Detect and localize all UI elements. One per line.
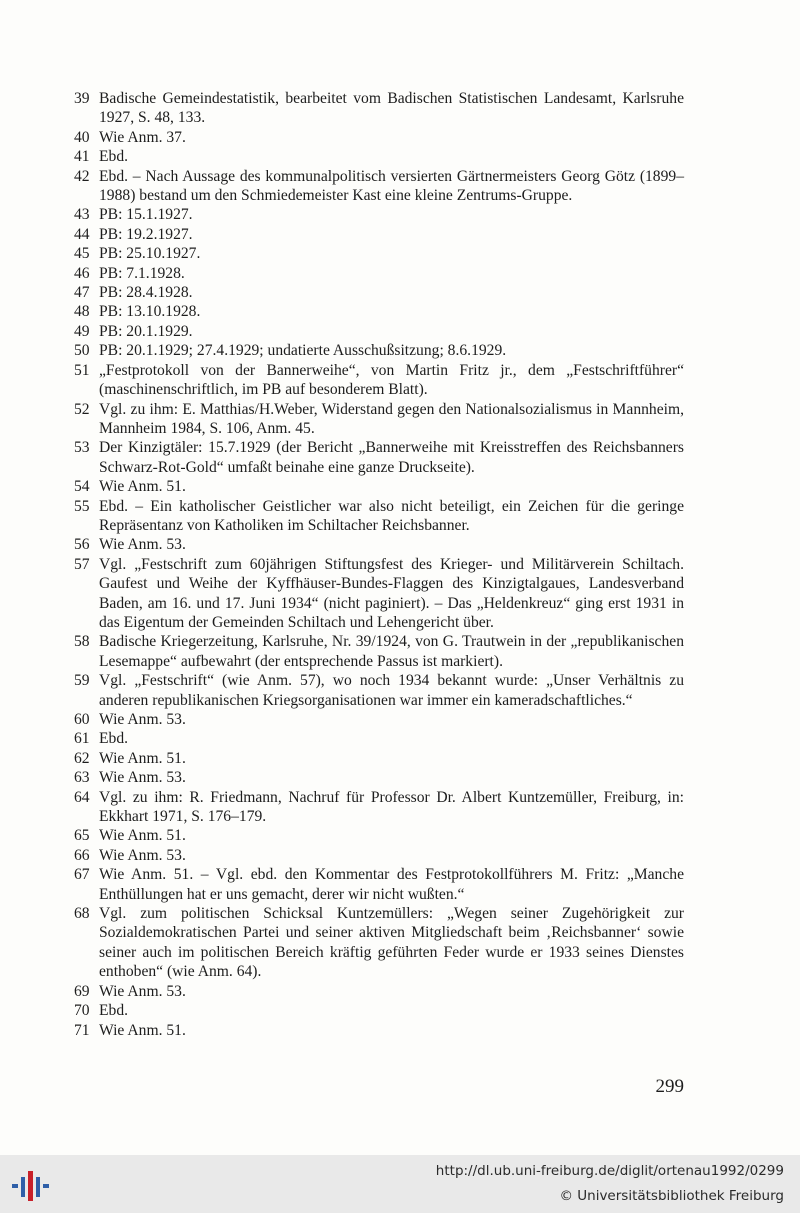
- footnote-text: Wie Anm. 53.: [99, 711, 186, 728]
- footnote-item: [74, 826, 684, 845]
- footnote-text: Ebd. – Ein katholischer Geistlicher war also nicht beteiligt, ein Zeichen für die geringe Repräsentanz von Katholiken im Schiltacher Reichsbanner.: [99, 497, 684, 534]
- footnote-number: 44: [74, 225, 90, 243]
- footnote-item: [74, 89, 684, 128]
- footnote-number: 65: [74, 827, 90, 845]
- footnote-number: 58: [74, 633, 90, 651]
- footnote-item: [74, 361, 684, 400]
- footnote-text: Vgl. „Festschrift“ (wie Anm. 57), wo noch 1934 bekannt wurde: „Unser Verhältnis zu anderen republikanischen Kriegsorganisationen war immer ein kameradschaftliches.“: [99, 672, 684, 709]
- footnote-number: 40: [74, 128, 90, 146]
- footnote-text: PB: 20.1.1929; 27.4.1929; undatierte Ausschußsitzung; 8.6.1929.: [99, 342, 507, 360]
- footnote-item: [74, 788, 684, 827]
- footnote-item: [74, 147, 684, 166]
- footnote-number: 45: [74, 245, 90, 263]
- footnote-item: [74, 1001, 684, 1020]
- footnote-item: [74, 729, 684, 748]
- permalink-url[interactable]: http://dl.ub.uni-freiburg.de/diglit/ortenau1992/0299: [435, 1163, 784, 1179]
- footnote-item: [74, 710, 684, 729]
- footnote-text: Ebd.: [99, 730, 129, 748]
- footnote-number: 42: [74, 167, 90, 185]
- footnote-item: [74, 497, 684, 536]
- footnote-item: [74, 167, 684, 206]
- footnote-number: 56: [74, 536, 90, 554]
- footnote-text: PB: 25.10.1927.: [99, 245, 201, 263]
- footnote-text: Wie Anm. 51.: [99, 827, 186, 845]
- footnote-item: [74, 1021, 684, 1040]
- footnote-item: [74, 400, 684, 439]
- footnote-number: 57: [74, 555, 90, 573]
- footnote-number: 39: [74, 90, 90, 107]
- footnote-number: 71: [74, 1021, 90, 1039]
- footnote-item: [74, 438, 684, 477]
- footnote-text: PB: 28.4.1928.: [99, 284, 193, 302]
- footnote-item: [74, 322, 684, 341]
- footnote-number: 50: [74, 342, 90, 360]
- footnote-item: [74, 128, 684, 147]
- footnote-text: Ebd.: [99, 1002, 129, 1020]
- footnote-item: [74, 264, 684, 283]
- footnote-item: [74, 865, 684, 904]
- footnote-text: Vgl. zu ihm: R. Friedmann, Nachruf für Professor Dr. Albert Kuntzemüller, Freiburg, in: Ekkhart 1971, S. 176–179.: [99, 788, 684, 826]
- footnote-text: PB: 15.1.1927.: [99, 206, 193, 224]
- footnote-number: 51: [74, 361, 90, 379]
- footnote-item: [74, 341, 684, 360]
- footnote-item: [74, 632, 684, 671]
- footnote-text: Wie Anm. 51.: [99, 749, 186, 767]
- footnote-number: 59: [74, 672, 90, 690]
- footnote-number: 43: [74, 206, 90, 224]
- footnote-number: 70: [74, 1002, 90, 1020]
- footnote-item: [74, 205, 684, 224]
- footnote-text: Wie Anm. 53.: [99, 769, 186, 787]
- footnote-number: 54: [74, 478, 90, 496]
- footnote-text: Vgl. „Festschrift zum 60jährigen Stiftungsfest des Krieger- und Militärverein Schiltach. Gaufest und Weihe der Kyffhäuser-Bundes-Flaggen des Kinzigtalgaues, Landesverband Baden, am 16. und 17. Juni 1934“ (nicht paginiert). – Das „Heldenkreuz“ ging erst 1931 in das Eigentum der Gemeinden Schiltach und Lehengericht über.: [99, 555, 684, 631]
- footnote-text: Wie Anm. 51.: [99, 1021, 186, 1039]
- footnote-text: Wie Anm. 37.: [99, 128, 186, 146]
- footnote-item: [74, 749, 684, 768]
- footnote-text: Vgl. zum politischen Schicksal Kuntzemüllers: „Wegen seiner Zugehörigkeit zur Sozialdemokratischen Partei und seiner aktiven Mitgliedschaft beim ‚Reichsbanner‘ sowie seiner auch im politischen Bereich kräftig geführten Feder wurde er 1933 seines Dienstes enthoben“ (wie Anm. 64).: [99, 905, 684, 981]
- footnote-item: [74, 846, 684, 865]
- footnote-number: 62: [74, 749, 90, 767]
- footnote-number: 60: [74, 711, 90, 728]
- footnote-number: 41: [74, 148, 90, 166]
- copyright-notice: © Universitätsbibliothek Freiburg: [559, 1188, 784, 1204]
- footnote-item: [74, 535, 684, 554]
- footnote-item: [74, 555, 684, 633]
- footnote-text: Vgl. zu ihm: E. Matthias/H.Weber, Widerstand gegen den Nationalsozialismus in Mannheim, Mannheim 1984, S. 106, Anm. 45.: [99, 400, 684, 437]
- footnote-text: Ebd.: [99, 148, 129, 166]
- footnotes-list: [74, 89, 684, 1040]
- footnote-text: PB: 7.1.1928.: [99, 264, 185, 282]
- footnote-text: Badische Gemeindestatistik, bearbeitet vom Badischen Statistischen Landesamt, Karlsruhe 1927, S. 48, 133.: [99, 90, 684, 127]
- ub-freiburg-logo-icon[interactable]: [10, 1163, 52, 1205]
- footnote-item: [74, 244, 684, 263]
- footnote-item: [74, 768, 684, 787]
- footnote-text: PB: 19.2.1927.: [99, 225, 193, 243]
- footnote-number: 52: [74, 400, 90, 418]
- footnote-text: Wie Anm. 53.: [99, 982, 186, 1000]
- footnote-text: Wie Anm. 53.: [99, 536, 186, 554]
- footnote-number: 63: [74, 769, 90, 787]
- footnote-item: [74, 671, 684, 710]
- footnote-text: Badische Kriegerzeitung, Karlsruhe, Nr. 39/1924, von G. Trautwein in der „republikanischen Lesemappe“ aufbewahrt (der entsprechende Passus ist markiert).: [99, 633, 684, 670]
- footnote-number: 47: [74, 284, 90, 302]
- footnote-text: PB: 13.10.1928.: [99, 303, 201, 321]
- footnote-item: [74, 302, 684, 321]
- footnote-number: 48: [74, 303, 90, 321]
- footnote-number: 64: [74, 788, 90, 806]
- footnote-text: Ebd. – Nach Aussage des kommunalpolitisch versierten Gärtnermeisters Georg Götz (1899–1988) bestand um den Schmiedemeister Kast eine kleine Zentrums-Gruppe.: [99, 167, 684, 205]
- footnote-text: Wie Anm. 53.: [99, 846, 186, 864]
- page-number: 299: [655, 1076, 684, 1097]
- footnote-number: 61: [74, 730, 90, 748]
- footnote-text: Wie Anm. 51. – Vgl. ebd. den Kommentar des Festprotokollführers M. Fritz: „Manche Enthüllungen hat er uns gemacht, derer wir nicht wußten.“: [99, 866, 684, 903]
- footnote-text: „Festprotokoll von der Bannerweihe“, von Martin Fritz jr., dem „Festschriftführer“ (maschinenschriftlich, im PB auf besonderem Blatt).: [99, 361, 684, 399]
- footnote-item: [74, 904, 684, 982]
- footnote-text: PB: 20.1.1929.: [99, 322, 193, 340]
- footnote-number: 67: [74, 866, 90, 884]
- footnote-text: Wie Anm. 51.: [99, 478, 186, 496]
- footnote-text: Der Kinzigtäler: 15.7.1929 (der Bericht „Bannerweihe mit Kreisstreffen des Reichsbanners Schwarz-Rot-Gold“ umfaßt beinahe eine ganze Druckseite).: [99, 439, 684, 476]
- footnote-item: [74, 477, 684, 496]
- footnote-number: 66: [74, 846, 90, 864]
- footnote-item: [74, 283, 684, 302]
- footnote-number: 68: [74, 905, 90, 923]
- footnote-number: 69: [74, 982, 90, 1000]
- footnote-item: [74, 225, 684, 244]
- footnote-number: 46: [74, 264, 90, 282]
- footnote-item: [74, 982, 684, 1001]
- footnote-number: 55: [74, 497, 90, 515]
- footnote-number: 49: [74, 322, 90, 340]
- viewer-footer: [0, 1155, 800, 1213]
- footnote-number: 53: [74, 439, 90, 457]
